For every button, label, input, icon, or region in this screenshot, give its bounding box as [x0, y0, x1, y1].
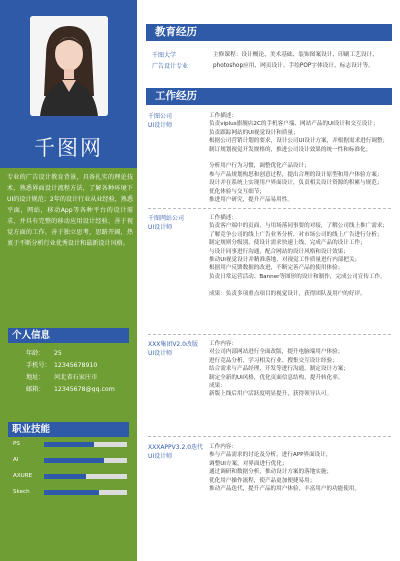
job-desc-text: 工作描述： 负责viplus旗舰店2C的手机客户端、网站产品的UI设计和交互设计； 负责跟踪网站的UI视觉设计和质量； 根据公司营销计划的要求，设计公司UI设计方案，并根据需求进行调整； 制订规划视觉开发规格的，推进公司设计效果的统一性和标准化； 分析用户行为习惯，调整优化产品设计； 参与产品规划构思和创意过程，提出合理的设计原型和用户体验方案； 设计并在系统上实现用户界面设计，负责相关设计资源的积累与规范； 优化体验与交互细节； 推进用户研究，提升产品易用性。 [209, 113, 389, 204]
info-email [26, 385, 115, 394]
job-desc-text: 工作描述： 负责客户端中的页面，与用场落同事要的对接，了解公司线上推广需求； 了解竞争公司的线上广告业务分析，对市场公司的线上广告进行分析； 制定规则分级别、使设计需求快速上线，完成产品的设计工作； 与设计同事进行沟通，配合网站的设计风格和设计效果； 推动UI视觉设计并精准落地，对视觉工作质量进行内部把关； 根据用户反馈数据的改进，不断完善产品的使用体验； 负责日常运营活动、Banner等图形的设计和制作，完成公司宣传工作。 成果：负责多项重点项目的视觉设计，获得团队及用户的好评。 [209, 215, 389, 297]
job-company: XXXAPPV3.2.0迭代 [148, 444, 204, 451]
person-name: 千图网 [34, 136, 103, 160]
job-company: 千图网站公司 [148, 215, 185, 222]
job-divider [148, 334, 391, 335]
skill-name: AI [13, 457, 19, 463]
job-company: XXX集团V2.0改版 [148, 341, 198, 348]
info-value: 12345678@qq.com [54, 386, 115, 393]
self-intro: 专业的广告设计教育背景，具备扎实的理论技术，熟悉界面设计流程方法，了解各种环境下UI的设计规范；2年的设计行业从业经验，熟悉平面，网站，移动App等各种平台的设计需求，并具有完整的移动应用设计经验，善于视觉方面的工作，善于独立思考，思路开阔，热衷于不断分析行业优秀设计和最新设计风格。 [7, 174, 133, 247]
courses-line-2: photoshop应用、网页设计、手绘POP字体设计、标志设计等。 [213, 63, 374, 69]
job-4-desc [209, 443, 389, 501]
work-title: 工作经历 [155, 90, 197, 102]
job-1-meta [148, 112, 208, 130]
info-value: 12345678910 [54, 362, 98, 369]
job-3-meta [148, 340, 208, 358]
work-heading [146, 88, 392, 105]
job-2-meta [148, 214, 208, 232]
education-title: 教育经历 [155, 26, 197, 38]
major-name: 广告设计专业 [152, 63, 189, 70]
job-2-desc [209, 214, 389, 326]
skill-fill [44, 442, 94, 447]
info-label: 手机号： [26, 362, 51, 369]
skill-bar [44, 490, 127, 495]
job-4-meta [148, 443, 208, 461]
skill-name: AXURE [13, 473, 33, 479]
sidebar [0, 0, 137, 561]
job-role: UI设计师 [148, 350, 173, 357]
skill-fill [44, 474, 86, 479]
info-address [26, 373, 97, 382]
school-name: 千图大学 [152, 52, 177, 59]
job-divider [148, 208, 391, 209]
job-role: UI设计师 [148, 122, 173, 129]
courses-line-1: 主修课程：设计概论、美术基础、装饰图案设计、印刷工艺设计、 [213, 52, 378, 58]
job-desc-text: 工作内容： 对公司内部网站进行全面改版，提升电脑端用户体验； 进行竞品分析，学习相关行业、搜集交互设计经验； 结合需求与产品经理、开发等进行沟通，制定设计方案； 制定全新的UI风格，优化页面信息结构，提升转化率。 成果： 新版上线后用户活跃度明显提升，获得领导认可。 [209, 341, 349, 398]
job-role: UI设计师 [148, 453, 173, 460]
info-value: 25 [54, 350, 62, 357]
info-label: 年龄： [26, 350, 45, 357]
info-label: 地址： [26, 374, 45, 381]
skill-fill [44, 458, 104, 463]
job-1-desc [209, 112, 389, 204]
job-desc-text: 工作内容： 参与产品需求的讨论及分析，进行APP界面设计， 调整UI方案，对界面进行优化； 通过调研和数据分析，推动设计方案的落地实施； 优化用户操作流程，使产品更加便捷易用； 推动产品迭代，提升产品的用户体验，丰富用户的功能使用。 [209, 444, 361, 493]
personal-info-heading: 个人信息 [8, 328, 129, 343]
skills-heading: 职业技能 [8, 422, 129, 437]
job-company: 千图公司 [148, 113, 173, 120]
skill-bar [44, 474, 127, 479]
profile-photo [30, 16, 108, 116]
info-phone [26, 361, 97, 370]
skill-name: PS [13, 441, 20, 447]
skill-bar [44, 458, 127, 463]
job-role: UI设计师 [148, 224, 173, 231]
skill-bar [44, 442, 127, 447]
avatar [30, 16, 108, 116]
info-value: 河北省石家庄市 [54, 374, 98, 381]
skill-fill [44, 490, 99, 495]
job-divider [148, 436, 391, 437]
job-3-desc [209, 340, 389, 432]
skill-name: Skech [13, 489, 30, 495]
info-age [26, 349, 62, 358]
education-heading [146, 24, 392, 41]
info-label: 邮箱： [26, 386, 45, 393]
